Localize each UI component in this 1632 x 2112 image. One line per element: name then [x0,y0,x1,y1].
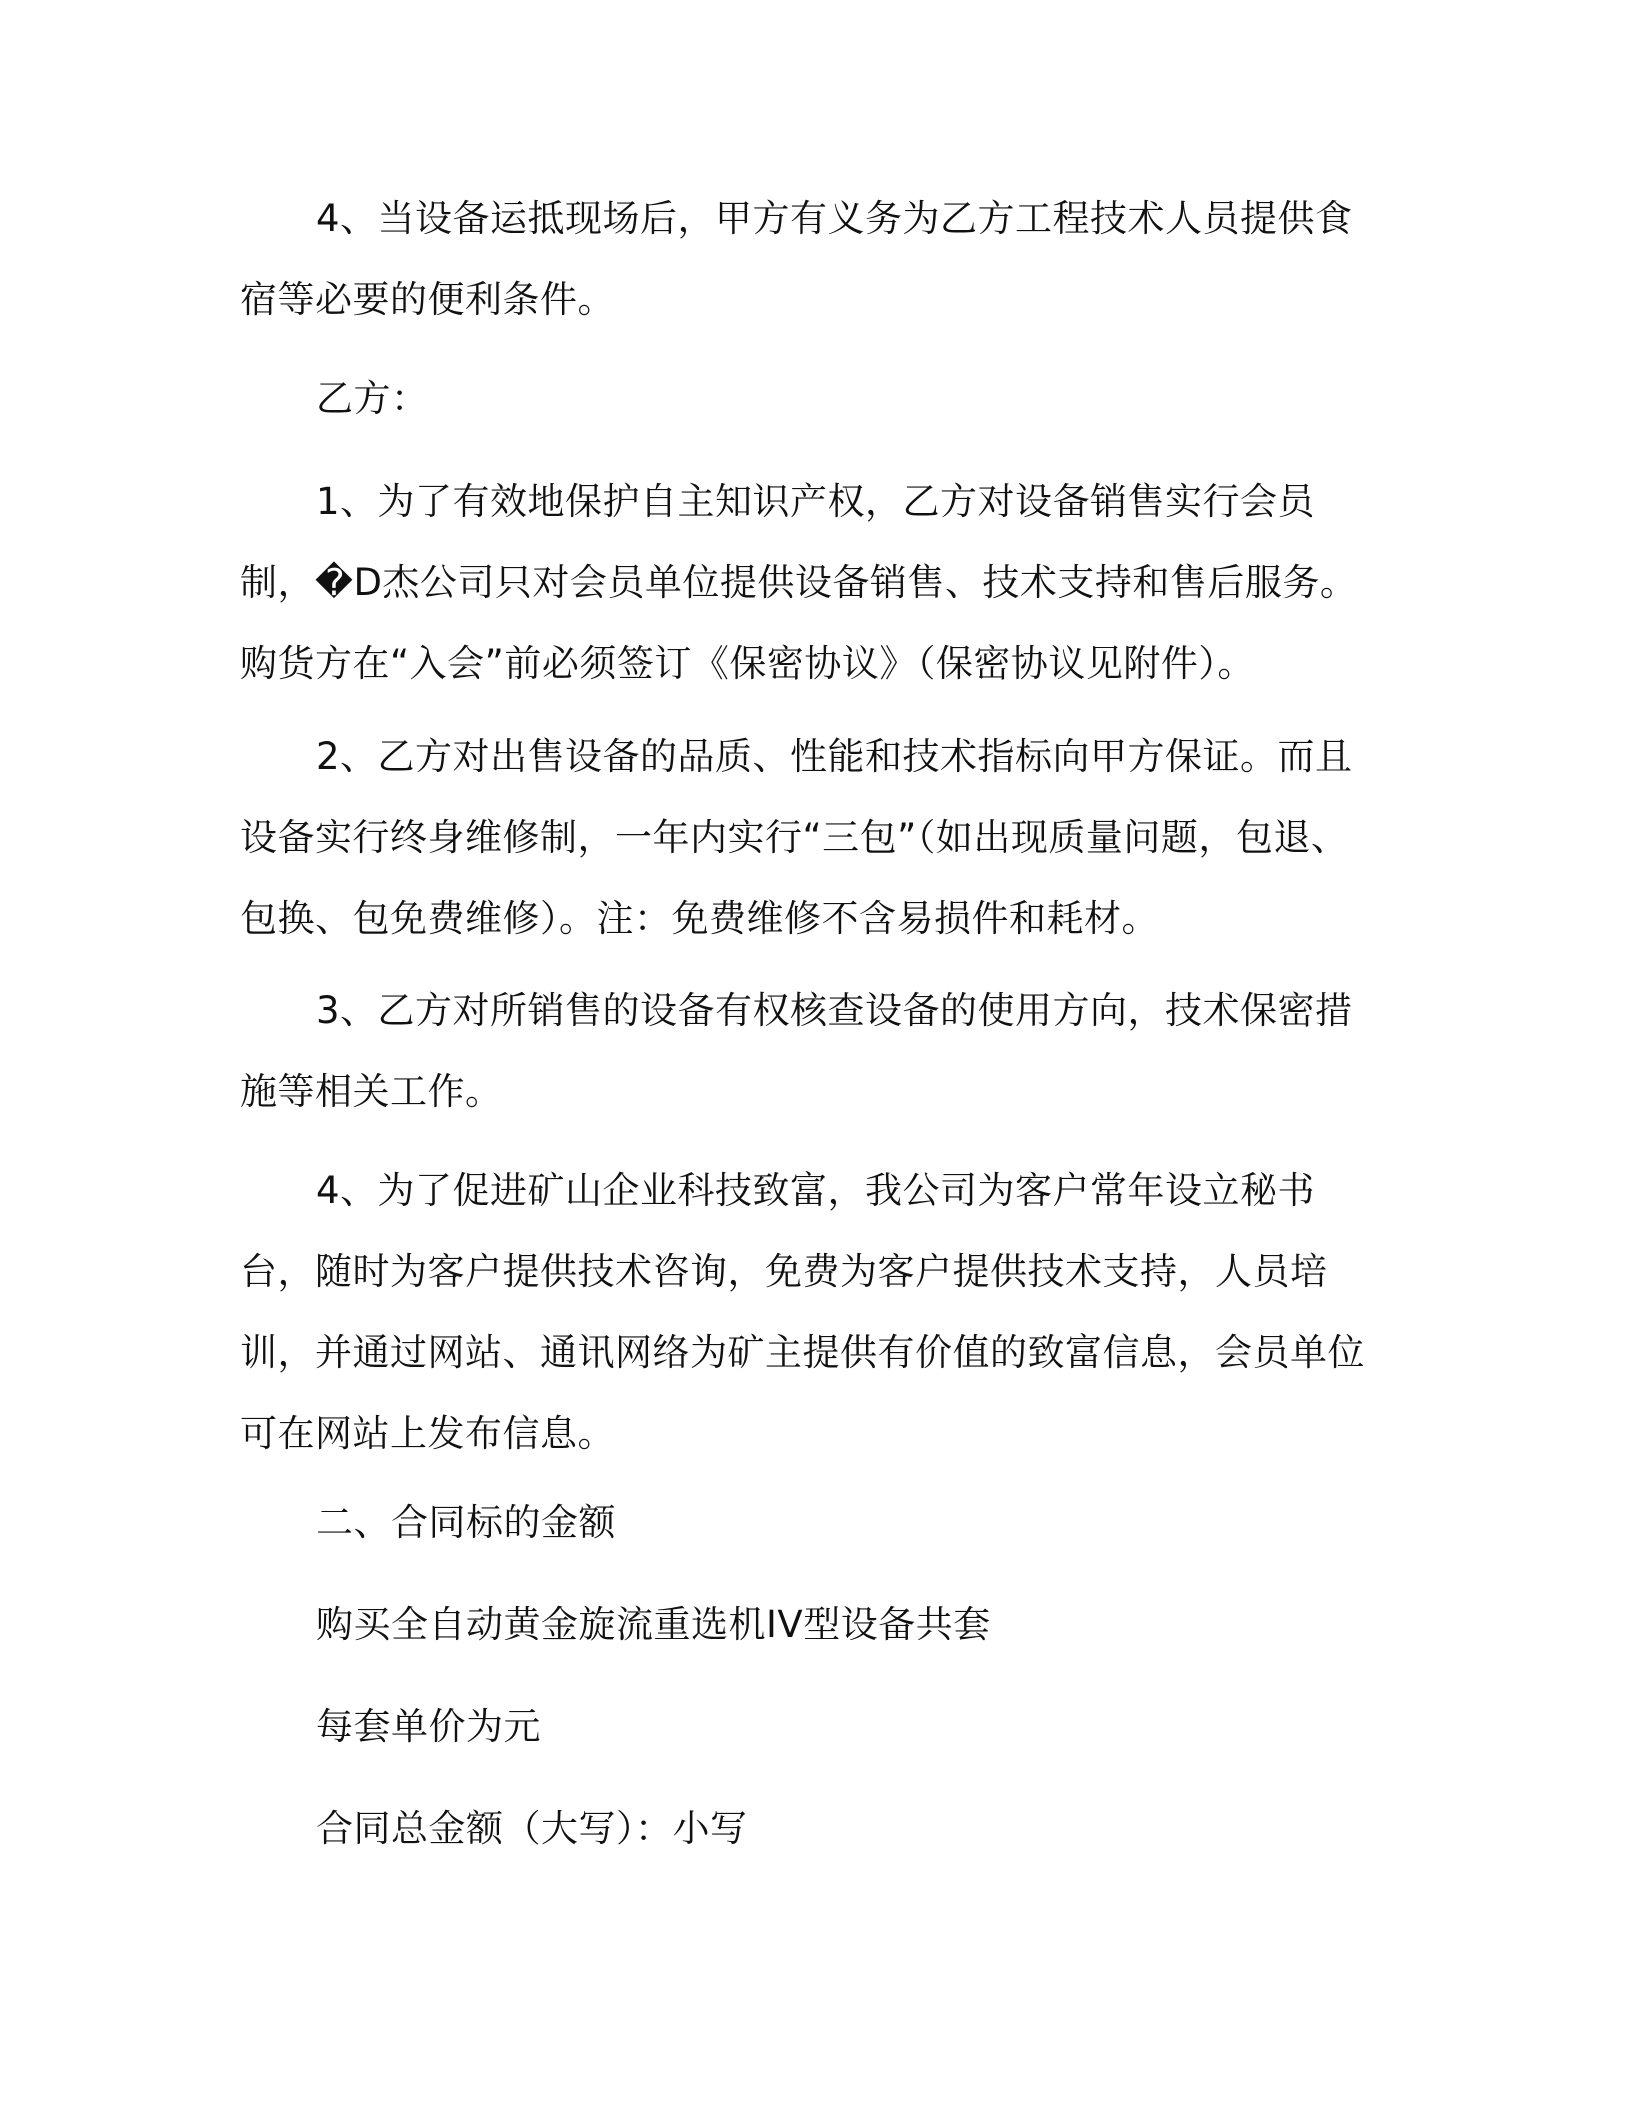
section-heading-contract-amount: 二、合同标的金额 [316,1501,616,1544]
paragraph-total-amount: 合同总金额（大写）：小写 [316,1807,748,1850]
paragraph-party-b-item-2: 2、乙方对出售设备的品质、性能和技术指标向甲方保证。而且设备实行终身维修制，一年内实行“三包”（如出现质量问题，包退、包换、包免费维修）。注：免费维修不含易损件和耗材。 [240,735,1353,940]
paragraph-party-b-item-3: 3、乙方对所销售的设备有权核查设备的使用方向，技术保密措施等相关工作。 [240,989,1353,1113]
paragraph-party-b-item-1: 1、为了有效地保护自主知识产权，乙方对设备销售实行会员制，�D杰公司只对会员单位提供设备销售、技术支持和售后服务。购货方在“入会”前必须签订《保密协议》（保密协议见附件）。 [240,480,1358,685]
paragraph-purchase-quantity: 购买全自动黄金旋流重选机IV型设备共套 [316,1603,991,1646]
paragraph-party-b-item-4: 4、为了促进矿山企业科技致富，我公司为客户常年设立秘书台，随时为客户提供技术咨询，免费为客户提供技术支持，人员培训，并通过网站、通讯网络为矿主提供有价值的致富信息，会员单位可在网站上发布信息。 [240,1169,1365,1455]
paragraph-unit-price: 每套单价为元 [316,1705,541,1748]
paragraph-party-a-item-4: 4、当设备运抵现场后，甲方有义务为乙方工程技术人员提供食宿等必要的便利条件。 [240,197,1353,321]
paragraph-party-b-heading: 乙方： [316,377,429,420]
